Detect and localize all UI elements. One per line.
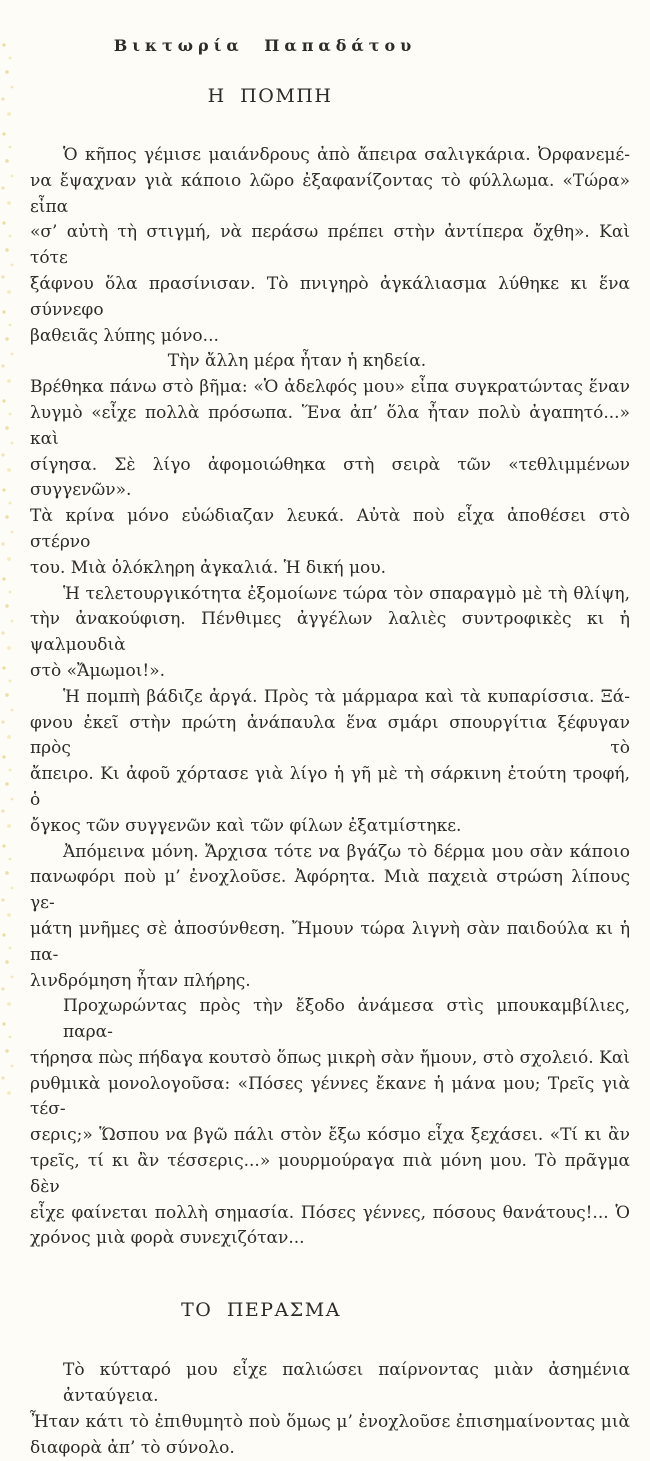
text-line: Ἀπόμεινα μόνη. Ἄρχισα τότε να βγάζω τὸ δέρμα μου σὰν κάποιο: [63, 841, 630, 862]
text-line: πανωφόρι ποὺ μ’ ἐνοχλοῦσε. Ἀφόρητα. Μιὰ παχειὰ στρώση λίπους γε-: [30, 867, 630, 914]
text-line: τρεῖς, τί κι ἂν τέσσερις...» μουρμούραγα πιὰ μόνη μου. Τὸ πρᾶγμα δὲν: [30, 1151, 630, 1197]
text-line: εἶχε φαίνεται πολλὴ σημασία. Πόσες γέννες, πόσους θανάτους!... Ὁ: [30, 1202, 630, 1223]
text-line: Τὰ κρίνα μόνο εὐώδιαζαν λευκά. Αὐτὰ ποὺ εἶχα ἀποθέσει στὸ στέρνο: [30, 506, 630, 552]
text-line: Βρέθηκα πάνω στὸ βῆμα: «Ὁ ἀδελφός μου» εἶπα συγκρατώντας ἕναν: [30, 377, 630, 398]
text-line: Προχωρώντας πρὸς τὴν ἔξοδο ἀνάμεσα στὶς μπουκαμβίλιες, παρα-: [63, 996, 630, 1043]
text-line: τήρησα πὼς πήδαγα κουτσὸ ὅπως μικρὴ σὰν ἤμουν, στὸ σχολειό. Καὶ: [30, 1047, 630, 1068]
text-line: Τὸ κύτταρό μου εἶχε παλιώσει παίρνοντας μιὰν ἀσημένια ἀνταύγεια.: [63, 1360, 630, 1407]
section-perasma-body: [30, 1358, 630, 1461]
text-line: Ἡ τελετουργικότητα ἐξομοίωνε τώρα τὸν σπαραγμὸ μὲ τὴ θλίψη,: [63, 583, 630, 604]
section-title-perasma: ΤΟ ΠΕΡΑΣΜΑ: [181, 1299, 341, 1322]
text-line: διαφορὰ ἀπ’ τὸ σύνολο.: [30, 1437, 235, 1458]
text-line: ξάφνου ὅλα πρασίνισαν. Τὸ πνιγηρὸ ἀγκάλιασμα λύθηκε κι ἕνα σύννεφο: [30, 273, 630, 320]
text-line-centered: Τὴν ἄλλη μέρα ἦταν ἡ κηδεία.: [167, 351, 427, 372]
author-name: Βικτωρία Παπαδάτου: [113, 36, 417, 55]
text-line: τὴν ἀνακούφιση. Πένθιμες ἀγγέλων λαλιὲς συντροφικὲς κι ἡ ψαλμουδιὰ: [30, 609, 630, 656]
text-line: χρόνος μιὰ φορὰ συνεχιζόταν...: [30, 1228, 305, 1249]
text-line: Ὁ κῆπος γέμισε μαιάνδρους ἀπὸ ἄπειρα σαλιγκάρια. Ὀρφανεμέ-: [63, 145, 630, 165]
text-line: Ἦταν κάτι τὸ ἐπιθυμητὸ ποὺ ὅμως μ’ ἐνοχλοῦσε ἐπισημαίνοντας μιὰ: [30, 1411, 630, 1432]
text-line: σίγησα. Σὲ λίγο ἀφομοιώθηκα στὴ σειρὰ τῶν «τεθλιμμένων συγγενῶν».: [30, 454, 630, 501]
text-line: φνου ἐκεῖ στὴν πρώτη ἀνάπαυλα ἕνα σμάρι σπουργίτια ξέφυγαν πρὸς τὸ: [30, 712, 630, 759]
text-line: μάτη μνῆμες σὲ ἀποσύνθεση. Ἤμουν τώρα λιγνὴ σὰν παιδούλα κι ἡ πα-: [30, 918, 630, 965]
section-title-pompi: Η ΠΟΜΠΗ: [207, 85, 333, 107]
text-line: λυγμὸ «εἶχε πολλὰ πρόσωπα. Ἕνα ἀπ’ ὅλα ἦταν πολὺ ἀγαπητό...» καὶ: [30, 402, 630, 449]
text-line: να ἔψαχναν γιὰ κάποιο λῶρο ἐξαφανίζοντας τὸ φύλλωμα. «Τώρα» εἶπα: [30, 170, 630, 217]
text-line: λινδρόμηση ἦταν πλήρης.: [30, 970, 251, 991]
text-line: στὸ «Ἄμωμοι!».: [30, 660, 166, 681]
text-line: «σ’ αὐτὴ τὴ στιγμή, νὰ περάσω πρέπει στὴν ἀντίπερα ὄχθη». Καὶ τότε: [30, 222, 630, 269]
section-pompi-body: [30, 143, 630, 1252]
text-line: ἄπειρο. Κι ἀφοῦ χόρτασε γιὰ λίγο ἡ γῆ μὲ τὴ σάρκινη ἐτούτη τροφή, ὁ: [30, 764, 630, 810]
text-line: βαθειᾶς λύπης μόνο...: [30, 325, 219, 346]
text-line: σερις;» Ὥσπου να βγῶ πάλι στὸν ἔξω κόσμο εἶχα ξεχάσει. «Τί κι ἂν: [30, 1125, 630, 1146]
text-line: ὄγκος τῶν συγγενῶν καὶ τῶν φίλων ἐξατμίστηκε.: [30, 815, 462, 836]
text-line: Ἡ πομπὴ βάδιζε ἀργά. Πρὸς τὰ μάρμαρα καὶ τὰ κυπαρίσσια. Ξά-: [63, 686, 630, 707]
text-line: ρυθμικὰ μονολογοῦσα: «Πόσες γέννες ἔκανε ἡ μάνα μου; Τρεῖς γιὰ τέσ-: [30, 1073, 630, 1120]
text-line: του. Μιὰ ὁλόκληρη ἀγκαλιά. Ἡ δική μου.: [30, 557, 387, 578]
book-page: [0, 36, 650, 1458]
